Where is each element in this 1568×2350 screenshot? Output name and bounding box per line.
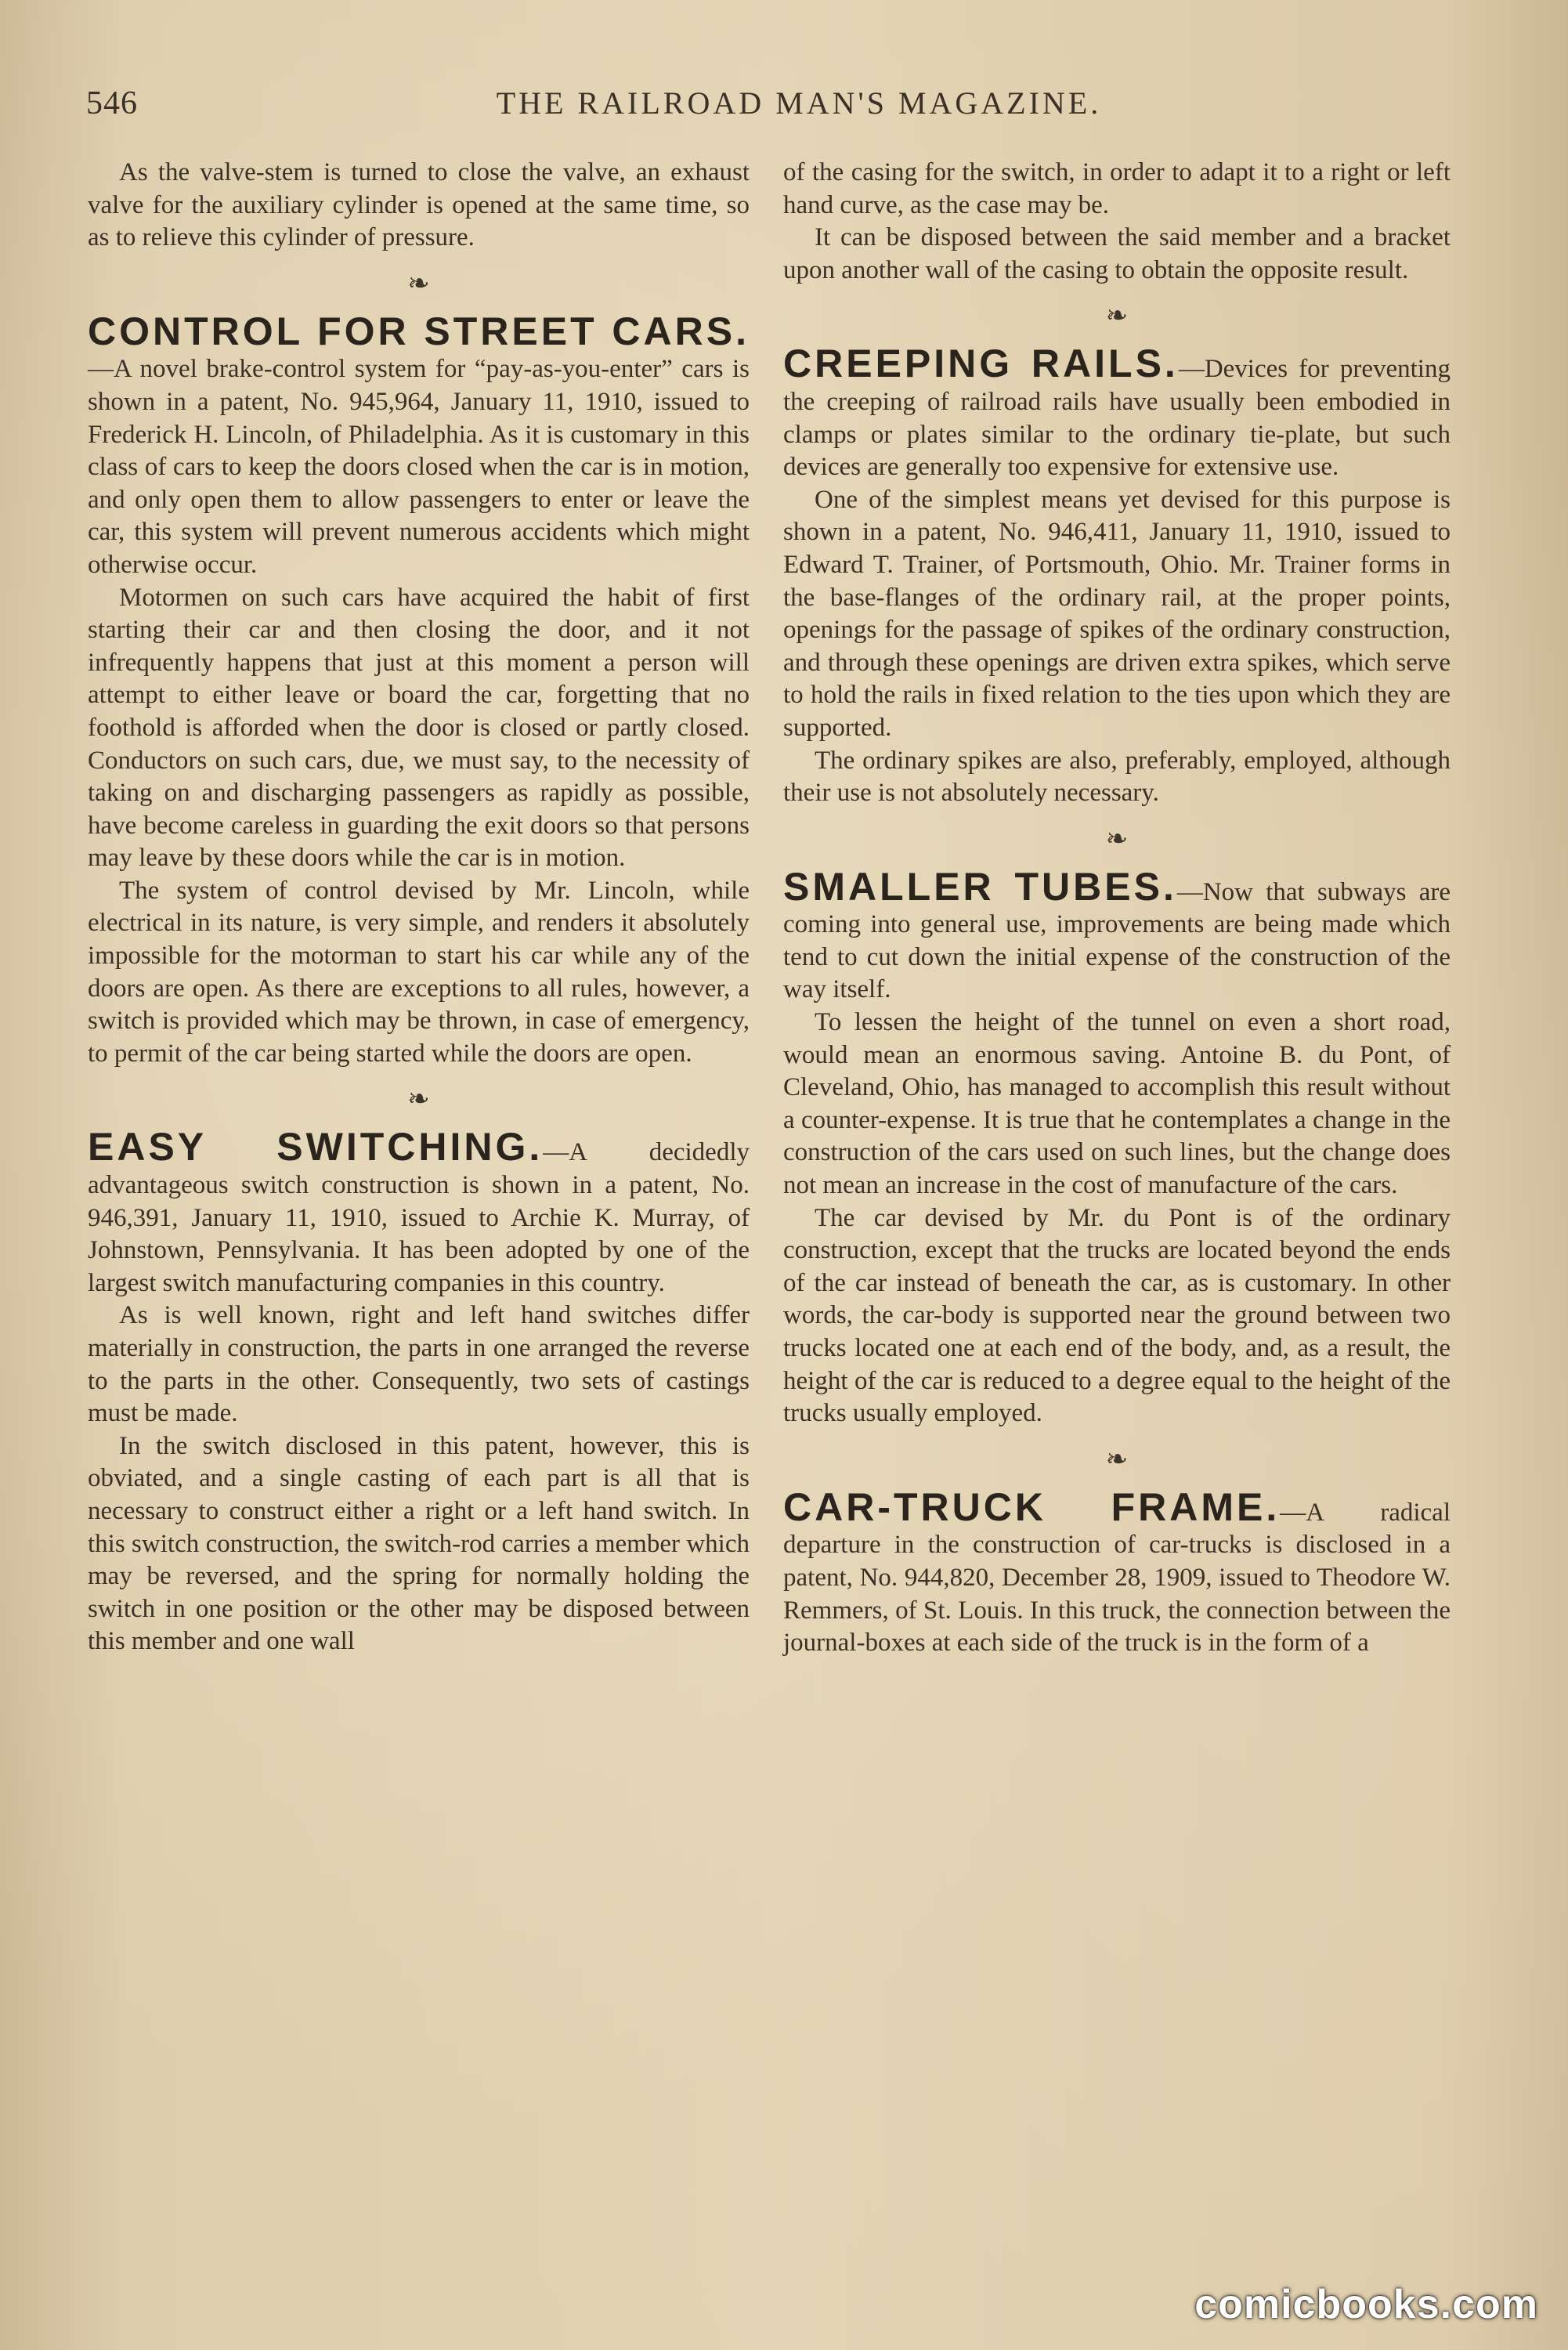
running-title: THE RAILROAD MAN'S MAGAZINE. xyxy=(496,85,1102,121)
article-text: —A novel brake-control system for “pay-as-you-enter” cars is shown in a patent, No. 945,964, January 11, 1910, issued to Frederick H. Lincoln, of Philadelphia. As it is customary in this class of cars to keep the doors closed when the car is in motion, and only open them to allow passengers to enter or leave the car, this system will prevent numerous accidents which might otherwise occur. xyxy=(88,355,750,579)
article-paragraph: In the switch disclosed in this patent, however, this is obviated, and a single casting of each part is all that is necessary to construct either a right or a left hand switch. In this switch construction, the switch-rod carries a member which may be reversed, and the spring for normally holding the switch in one position or the other may be disposed between this member and one wall xyxy=(88,1431,750,1656)
section-divider-icon: ❧ xyxy=(407,1085,430,1115)
left-column xyxy=(88,157,750,1658)
article-paragraph: of the casing for the switch, in order to adapt it to a right or left hand curve, as the case may be. xyxy=(783,158,1451,219)
source-watermark: comicbooks.com xyxy=(1194,2282,1538,2327)
article-easy-switching xyxy=(88,1125,750,1300)
article-control-street-cars xyxy=(88,309,750,582)
article-heading: CAR-TRUCK FRAME. xyxy=(783,1484,1281,1529)
article-text: —A decidedly advantageous switch construction is shown in a patent, No. 946,391, January 11, 1910, issued to Archie K. Murray, of Johnstown, Pennsylvania. It has been adopted by one of the largest switch manufacturing companies in this country. xyxy=(88,1138,750,1297)
section-divider-icon: ❧ xyxy=(1105,1444,1129,1474)
intro-paragraph: As the valve-stem is turned to close the valve, an exhaust valve for the auxiliary cylinder is opened at the same time, so as to relieve this cylinder of pressure. xyxy=(88,158,750,252)
article-text: —Devices for preventing the creeping of railroad rails have usually been embodied in clamps or plates similar to the ordinary tie-plate, but such devices are generally too expensive for extensive use. xyxy=(783,355,1451,482)
section-divider-icon: ❧ xyxy=(1105,302,1129,331)
section-divider-icon: ❧ xyxy=(1105,824,1129,854)
article-heading: SMALLER TUBES. xyxy=(783,864,1177,909)
article-paragraph: To lessen the height of the tunnel on even a short road, would mean an enormous saving. Antoine B. du Pont, of Cleveland, Ohio, has managed to accomplish this result without a counter-expense. It is true that he contemplates a change in the construction of the cars used on such lines, but the change does not mean an increase in the cost of manufacture of the cars. xyxy=(783,1008,1451,1200)
article-smaller-tubes xyxy=(783,864,1451,1007)
article-paragraph: The system of control devised by Mr. Lincoln, while electrical in its nature, is very simple, and renders it absolutely impossible for the motorman to start his car while any of the doors are open. As there are exceptions to all rules, however, a switch is provided which may be thrown, in case of emergency, to permit of the car being started while the doors are open. xyxy=(88,876,750,1068)
article-heading: EASY SWITCHING. xyxy=(88,1125,544,1170)
article-text: —Now that subways are coming into general use, improvements are being made which tend to cut down the initial expense of the construction of the way itself. xyxy=(783,877,1451,1004)
article-heading: CONTROL FOR STREET CARS. xyxy=(88,309,750,353)
article-paragraph: The ordinary spikes are also, preferably, employed, although their use is not absolutely necessary. xyxy=(783,746,1451,808)
article-creeping-rails xyxy=(783,342,1451,483)
article-car-truck-frame xyxy=(783,1484,1451,1660)
right-column xyxy=(783,157,1451,1660)
article-paragraph: The car devised by Mr. du Pont is of the ordinary construction, except that the trucks are located beyond the ends of the car instead of beneath the car, as is customary. In other words, the car-body is supported near the ground between two trucks located one at each end of the body, and, as a result, the height of the car is reduced to a degree equal to the height of the trucks usually employed. xyxy=(783,1203,1451,1428)
article-paragraph: One of the simplest means yet devised for this purpose is shown in a patent, No. 946,411, January 11, 1910, issued to Edward T. Trainer, of Portsmouth, Ohio. Mr. Trainer forms in the base-flanges of the ordinary rail, at the proper points, openings for the passage of spikes of the ordinary construction, and through these openings are driven extra spikes, which serve to hold the rails in fixed relation to the ties upon which they are supported. xyxy=(783,485,1451,742)
article-heading: CREEPING RAILS. xyxy=(783,342,1179,386)
article-paragraph: Motormen on such cars have acquired the habit of first starting their car and then closing the door, and it not infrequently happens that just at this moment a person will attempt to either leave or board the car, forgetting that no foothold is afforded when the door is closed or partly closed. Conductors on such cars, due, we must say, to the necessity of taking on and discharging passengers as rapidly as possible, have become careless in guarding the exit doors so that persons may leave by these doors while the car is in motion. xyxy=(88,583,750,873)
page-number: 546 xyxy=(86,85,138,121)
section-divider-icon: ❧ xyxy=(407,269,430,298)
page-header xyxy=(86,85,1512,139)
article-paragraph: It can be disposed between the said member and a bracket upon another wall of the casing to obtain the opposite result. xyxy=(783,223,1451,284)
article-paragraph: As is well known, right and left hand switches differ materially in construction, the parts in one arranged the reverse to the parts in the other. Consequently, two sets of castings must be made. xyxy=(88,1301,750,1428)
article-text: —A radical departure in the construction of car-trucks is disclosed in a patent, No. 944,820, December 28, 1909, issued to Theodore W. Remmers, of St. Louis. In this truck, the connection between the journal-boxes at each side of the truck is in the form of a xyxy=(783,1498,1451,1658)
